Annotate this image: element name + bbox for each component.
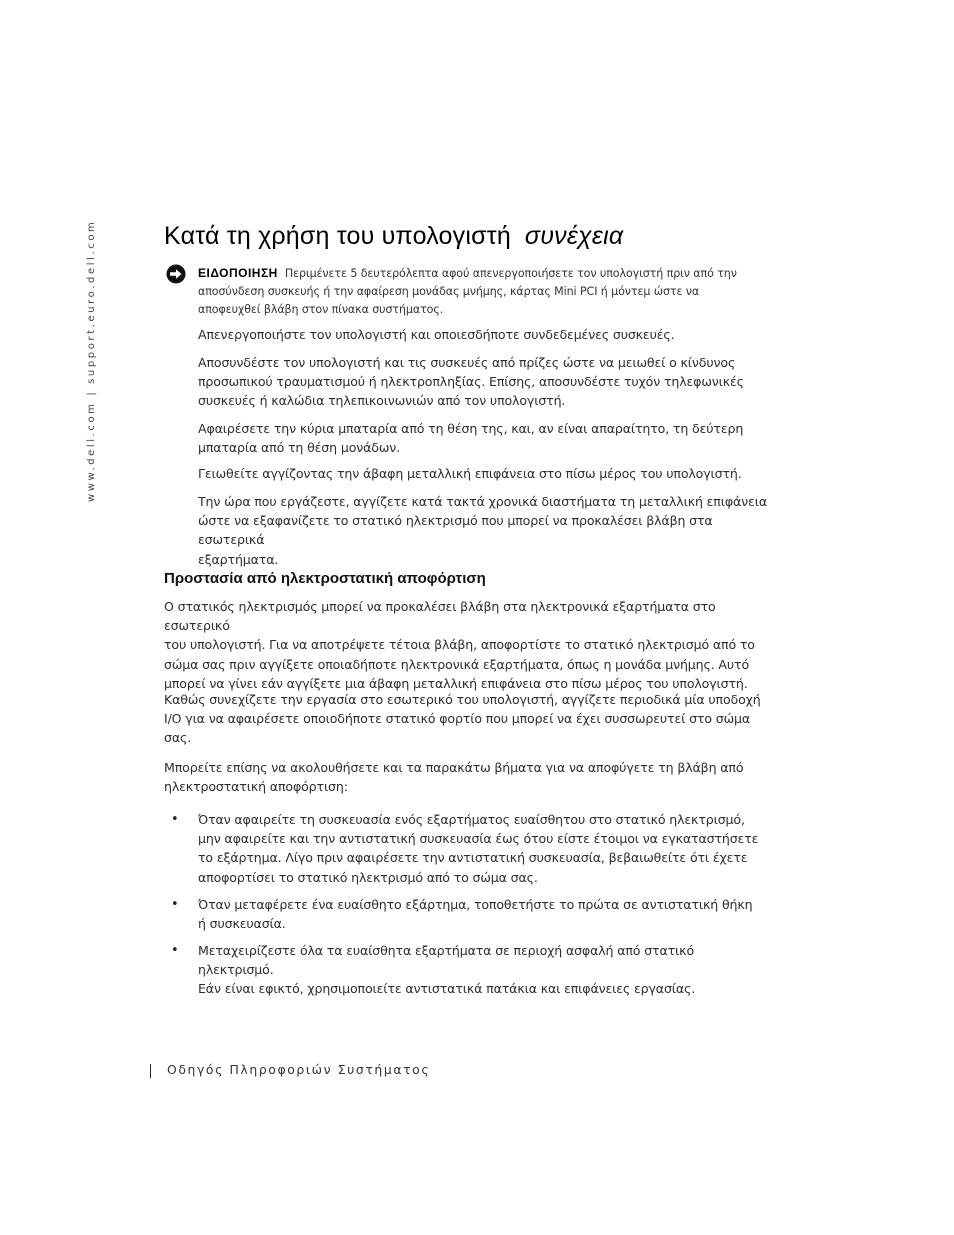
side-url-text: www.dell.com | support.euro.dell.com: [86, 219, 97, 502]
text-line: σας.: [164, 730, 192, 746]
text-line: Απενεργοποιήστε τον υπολογιστή και οποιεσδήποτε συνδεδεμένες συσκευές.: [198, 327, 675, 342]
text-line: μπαταρία από τη θέση μονάδων.: [198, 440, 400, 456]
page-title: [164, 222, 623, 251]
text-line: μπορεί να γίνει εάν αγγίξετε μια άβαφη μεταλλική επιφάνεια στο πίσω μέρος του υπολογιστή.: [164, 675, 748, 691]
bullet-item: [198, 810, 773, 887]
text-line: το εξάρτημα. Λίγο πριν αφαιρέσετε την αντιστατική συσκευασία, βεβαιωθείτε ότι έχετε: [198, 850, 748, 866]
notice-line: Περιμένετε 5 δευτερόλεπτα αφού απενεργοποιήσετε τον υπολογιστή πριν από την: [284, 267, 737, 280]
text-line: μην αφαιρείτε και την αντιστατική συσκευασία έως ότου είστε έτοιμοι να εγκαταστήσετε: [198, 831, 759, 847]
text-line: Καθώς συνεχίζετε την εργασία στο εσωτερικό του υπολογιστή, αγγίζετε περιοδικά μία υποδοχή: [164, 692, 761, 707]
text-line: Αφαιρέσετε την κύρια μπαταρία από τη θέση της, και, αν είναι απαραίτητο, τη δεύτερη: [198, 421, 744, 436]
footer-title: Οδηγός Πληροφοριών Συστήματος: [167, 1062, 431, 1077]
text-line: Γειωθείτε αγγίζοντας την άβαφη μεταλλική επιφάνεια στο πίσω μέρος του υπολογιστή.: [198, 466, 742, 481]
text-line: ή συσκευασία.: [198, 916, 286, 932]
side-url-strip: [84, 219, 100, 506]
text-line: Την ώρα που εργάζεστε, αγγίζετε κατά τακτά χρονικά διαστήματα τη μεταλλική επιφάνεια: [198, 494, 767, 509]
step-paragraph: [198, 492, 773, 569]
step-paragraph: [198, 325, 773, 344]
section-paragraph: [164, 758, 776, 796]
text-line: Εάν είναι εφικτό, χρησιμοποιείτε αντιστατικά πατάκια και επιφάνειες εργασίας.: [198, 981, 696, 997]
step-paragraph: [198, 353, 773, 411]
section-heading: Προστασία από ηλεκτροστατική αποφόρτιση: [164, 570, 486, 587]
text-line: I/O για να αφαιρέσετε οποιοδήποτε στατικό φορτίο που μπορεί να έχει συσσωρευτεί στο σώμα: [164, 711, 750, 727]
notice-label: ΕΙΔΟΠΟΙΗΣΗ: [198, 266, 278, 280]
text-line: ώστε να εξαφανίζετε το στατικό ηλεκτρισμό που μπορεί να προκαλέσει βλάβη στα εσωτερικά: [198, 513, 713, 548]
text-line: εξαρτήματα.: [198, 551, 279, 567]
bullet-dot: •: [171, 897, 179, 912]
text-line: Μπορείτε επίσης να ακολουθήσετε και τα παρακάτω βήματα για να αποφύγετε τη βλάβη από: [164, 760, 744, 775]
section-paragraph: [164, 597, 776, 693]
bullet-dot: •: [171, 943, 179, 958]
notice-line: αποφευχθεί βλάβη στον πίνακα συστήματος.: [198, 303, 444, 316]
page-title-continued: συνέχεια: [524, 222, 624, 250]
text-line: αποφορτίσει το στατικό ηλεκτρισμό από το σώμα σας.: [198, 869, 538, 885]
footer-divider: [150, 1064, 151, 1078]
text-line: Αποσυνδέστε τον υπολογιστή και τις συσκευές από πρίζες ώστε να μειωθεί ο κίνδυνος: [198, 355, 736, 370]
notice-text: [198, 264, 768, 319]
bullet-item: [198, 941, 773, 999]
text-line: ηλεκτροστατική αποφόρτιση:: [164, 779, 348, 795]
notice-line: αποσύνδεση συσκευής ή την αφαίρεση μονάδας μνήμης, κάρτας Mini PCI ή μόντεμ ώστε να: [198, 285, 700, 298]
text-line: συσκευές ή καλώδια τηλεπικοινωνιών από τον υπολογιστή.: [198, 393, 566, 409]
text-line: προσωπικού τραυματισμού ή ηλεκτροπληξίας. Επίσης, αποσυνδέστε τυχόν τηλεφωνικές: [198, 374, 744, 390]
section-paragraph: [164, 690, 776, 748]
text-line: του υπολογιστή. Για να αποτρέψετε τέτοια βλάβη, αποφορτίστε το στατικό ηλεκτρισμό από το: [164, 637, 755, 653]
text-line: Όταν μεταφέρετε ένα ευαίσθητο εξάρτημα, τοποθετήστε το πρώτα σε αντιστατική θήκη: [198, 897, 753, 912]
step-paragraph: [198, 464, 773, 483]
text-line: σώμα σας πριν αγγίξετε οποιαδήποτε ηλεκτρονικά εξαρτήματα, όπως η μονάδα μνήμης. Αυτό: [164, 656, 750, 672]
step-paragraph: [198, 419, 773, 457]
text-line: Όταν αφαιρείτε τη συσκευασία ενός εξαρτήματος ευαίσθητου στο στατικό ηλεκτρισμό,: [198, 812, 745, 827]
bullet-dot: •: [171, 812, 179, 827]
text-line: Μεταχειρίζεστε όλα τα ευαίσθητα εξαρτήματα σε περιοχή ασφαλή από στατικό ηλεκτρισμό.: [198, 943, 695, 978]
notice-arrow-icon: [166, 264, 186, 284]
text-line: Ο στατικός ηλεκτρισμός μπορεί να προκαλέσει βλάβη στα ηλεκτρονικά εξαρτήματα στο εσωτερικό: [164, 599, 716, 634]
page-title-main: Κατά τη χρήση του υπολογιστή: [164, 222, 511, 250]
bullet-item: [198, 895, 773, 933]
